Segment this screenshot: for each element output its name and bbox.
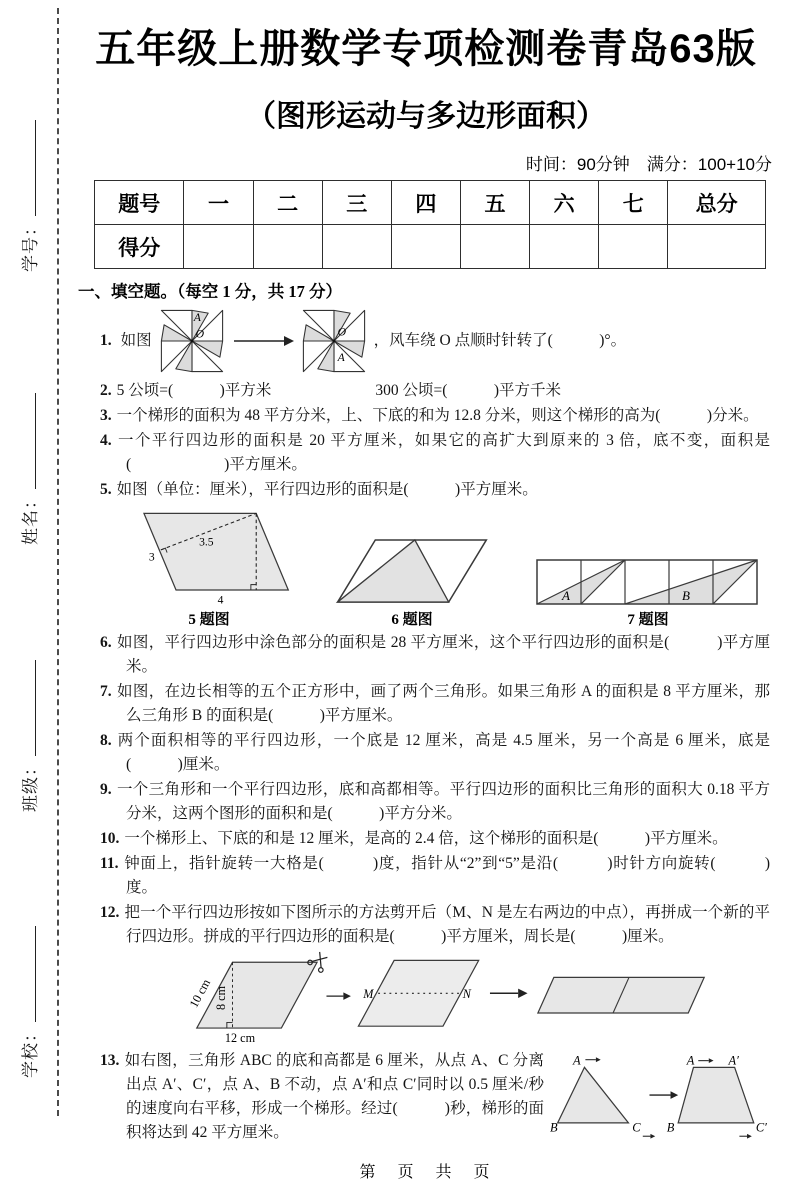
question-9: [76, 778, 770, 826]
triangle-to-trapezoid-figure: [550, 1051, 770, 1143]
score-table-score-row: [95, 225, 766, 269]
question-text: 两个面积相等的平行四边形，一个底是 12 厘米，高是 4.5 厘米，另一个高是 6 厘米，底是( )厘米。: [116, 732, 770, 773]
question-2: [76, 379, 770, 403]
header-cell-3: 三: [322, 181, 391, 225]
score-cell: [391, 225, 460, 269]
parallelogram-figure-6: [332, 536, 492, 606]
score-cell: [599, 225, 668, 269]
class-label: 班级：: [21, 758, 40, 812]
sidebar-field-name: [16, 393, 41, 545]
question-number: 5.: [100, 481, 112, 498]
question-number: 7.: [100, 683, 112, 700]
question-text: ，风车绕 O 点顺时针转了( )°。: [373, 332, 627, 349]
question-number: 13.: [100, 1052, 120, 1069]
name-label: 姓名：: [21, 491, 40, 545]
pinwheel-before-figure: [156, 305, 228, 377]
question-5: [76, 478, 770, 502]
question-6: [76, 631, 770, 679]
exam-page: [76, 0, 776, 1182]
label-a: A: [572, 1053, 581, 1068]
question-1: [76, 305, 776, 377]
figure-5-block: [114, 508, 304, 629]
question-13: [76, 1049, 770, 1145]
section-heading: 一、填空题。（每空 1 分，共 17 分）: [78, 282, 342, 301]
header-cell-7: 七: [599, 181, 668, 225]
score-table: [94, 180, 766, 269]
label-c: C: [632, 1120, 641, 1135]
figure-6-block: [332, 536, 492, 629]
header-cell-total: 总分: [668, 181, 766, 225]
pinwheel-label-o: O: [195, 327, 204, 341]
question-text: 如图，平行四边形中涂色部分的面积是 28 平方厘米，这个平行四边形的面积是( )平方厘米。: [116, 634, 770, 675]
score-row-label: 得分: [95, 225, 184, 269]
question-text: 一个平行四边形的面积是 20 平方厘米，如果它的高扩大到原来的 3 倍，底不变，面积是( )平方厘米。: [116, 432, 770, 473]
question-12: [76, 901, 770, 949]
page-title: 五年级上册数学专项检测卷青岛63版: [95, 27, 757, 71]
pinwheel-after-figure: [298, 305, 370, 377]
dim-height-8cm: 8 cm: [213, 985, 228, 1011]
question-text: 如右图，三角形 ABC 的底和高都是 6 厘米，从点 A、C 分离出点 A′、C′，点 A、B 不动，点 A′和点 C′同时以 0.5 厘米/秒的速度向右平移，形成一个梯形。经过( )秒，梯形的面积将达到 42 平方厘米。: [124, 1052, 544, 1141]
squares-figure-7: [534, 558, 762, 606]
question-text: 一个梯形上、下底的和是 12 厘米，是高的 2.4 倍，这个梯形的面积是( )平方厘米。: [124, 830, 728, 847]
label-m: M: [363, 987, 374, 1001]
class-blank-line: [33, 660, 36, 756]
question-text: 如图: [120, 332, 152, 349]
label-a-prime: A′: [728, 1053, 739, 1068]
score-cell: [530, 225, 599, 269]
label-n: N: [462, 987, 471, 1001]
question-7: [76, 680, 770, 728]
dim-base: 4: [217, 593, 224, 606]
score-cell: [322, 225, 391, 269]
page-number-footer: 第 页 共 页: [359, 1164, 493, 1181]
label-c-prime: C′: [755, 1120, 767, 1135]
question-text: 如图，在边长相等的五个正方形中，画了两个三角形。如果三角形 A 的面积是 8 平方厘米，那么三角形 B 的面积是( )平方厘米。: [116, 683, 770, 724]
question-number: 11.: [100, 855, 119, 872]
sidebar-field-school: [16, 926, 41, 1078]
question-number: 9.: [100, 781, 112, 798]
header-cell-label: 题号: [95, 181, 184, 225]
question-number: 2.: [100, 382, 112, 399]
question-11: [76, 852, 770, 900]
sidebar-field-class: [16, 660, 41, 812]
question-text: 300 公顷=( )平方千米: [375, 382, 562, 399]
label-a2: A: [686, 1053, 695, 1068]
pinwheel-label-a: A: [193, 311, 201, 325]
score-cell: [253, 225, 322, 269]
exam-info: 时间：90分钟 满分：100+10分: [525, 155, 772, 174]
school-blank-line: [33, 926, 36, 1022]
name-blank-line: [33, 393, 36, 489]
question-8: [76, 729, 770, 777]
question-number: 4.: [100, 432, 112, 449]
question-text: 如图（单位：厘米），平行四边形的面积是( )平方厘米。: [116, 481, 538, 498]
question-number: 1.: [100, 332, 112, 349]
figure-caption: 7 题图: [627, 612, 669, 628]
parallelogram-figure-5: [114, 508, 304, 606]
score-cell: [668, 225, 766, 269]
label-b2: B: [666, 1120, 675, 1135]
question-4: [76, 429, 770, 477]
question-text: 一个三角形和一个平行四边形，底和高都相等。平行四边形的面积比三角形的面积大 0.18 平方分米，这两个图形的面积和是( )平方分米。: [116, 781, 770, 822]
pinwheel-label-o: O: [337, 325, 346, 339]
student-id-blank-line: [33, 120, 36, 216]
sidebar-field-student-id: [16, 120, 41, 272]
figure-caption: 6 题图: [391, 612, 433, 628]
dim-side: 3: [148, 550, 155, 564]
student-id-label: 学号：: [21, 218, 40, 272]
cut-and-rearrange-figure: [178, 951, 723, 1045]
pinwheel-label-a: A: [337, 350, 345, 364]
question-3: [76, 404, 770, 428]
question-number: 8.: [100, 732, 112, 749]
figure-12-block: [178, 951, 776, 1045]
page-subtitle: （图形运动与多边形面积）: [246, 100, 606, 133]
question-text: 5 公顷=( )平方米: [116, 382, 272, 399]
dim-base-12cm: 12 cm: [224, 1031, 256, 1045]
question-number: 10.: [100, 830, 120, 847]
school-label: 学校：: [21, 1024, 40, 1078]
score-cell: [460, 225, 529, 269]
question-number: 6.: [100, 634, 112, 651]
arrow-icon: [232, 334, 294, 348]
question-text: 把一个平行四边形按如下图所示的方法剪开后（M、N 是左右两边的中点），再拼成一个新的平行四边形。拼成的平行四边形的面积是( )平方厘米，周长是( )厘米。: [124, 904, 770, 945]
dashed-cut-line: [57, 8, 59, 1116]
label-b: B: [550, 1120, 558, 1135]
label-triangle-a: A: [562, 588, 570, 603]
figure-7-block: [534, 558, 762, 629]
score-cell: [184, 225, 253, 269]
header-cell-6: 六: [530, 181, 599, 225]
question-number: 12.: [100, 904, 120, 921]
header-cell-5: 五: [460, 181, 529, 225]
question-number: 3.: [100, 407, 112, 424]
question-text: 一个梯形的面积为 48 平方分米，上、下底的和为 12.8 分米，则这个梯形的高为( )分米。: [116, 407, 759, 424]
header-cell-1: 一: [184, 181, 253, 225]
question-text: 钟面上，指针旋转一大格是( )度，指针从“2”到“5”是沿( )时针方向旋转( )度。: [123, 855, 770, 896]
dim-side-10cm: 10 cm: [186, 976, 214, 1010]
dim-diagonal: 3.5: [199, 535, 214, 549]
figure-caption: 5 题图: [188, 612, 230, 628]
header-cell-4: 四: [391, 181, 460, 225]
header-cell-2: 二: [253, 181, 322, 225]
question-10: [76, 827, 770, 851]
label-triangle-b: B: [682, 588, 690, 603]
figure-row: [114, 508, 776, 629]
score-table-header-row: [95, 181, 766, 225]
